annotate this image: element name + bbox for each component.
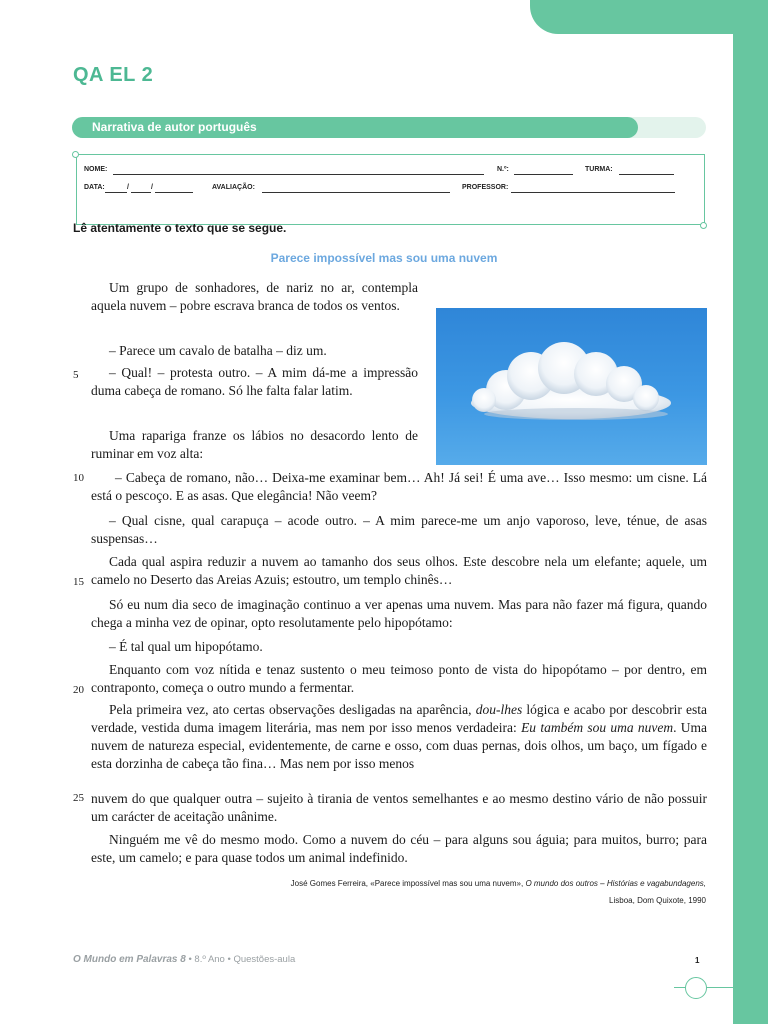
- class-field[interactable]: [619, 166, 674, 175]
- paragraph: Uma rapariga franze os lábios no desacordo lento de ruminar em voz alta:: [91, 428, 418, 461]
- date-month-field[interactable]: [131, 184, 151, 193]
- paragraph: Cada qual aspira reduzir a nuvem ao tamanho dos seus olhos. Este descobre nela um elefante; aquele, um camelo no Deserto das Areias Azuis; estoutro, um templo chinês…: [91, 554, 707, 587]
- text-run: . Uma nuvem de natureza especial, evidentemente, de carne e osso, com duas pernas, dois olhos, um baço, um fígado e esta dorzinha de cabeça tão fina… Mas nem por isso menos: [91, 720, 707, 771]
- date-separator: /: [151, 184, 153, 191]
- paragraph: Ninguém me vê do mesmo modo. Como a nuvem do céu – para alguns sou águia; para muitos, burro; para este, um camelo; e para quase todos um animal indefinido.: [91, 832, 707, 865]
- form-border-top: [77, 154, 704, 155]
- line-number: 5: [73, 369, 79, 381]
- line-number: 10: [73, 472, 84, 484]
- paragraph: [91, 701, 707, 773]
- cloud-photo: [436, 308, 707, 465]
- emphasis: dou-lhes: [475, 702, 523, 717]
- number-field[interactable]: [514, 166, 573, 175]
- line-number: 20: [73, 684, 84, 696]
- page-title: QA EL 2: [73, 64, 154, 86]
- class-label: TURMA:: [585, 166, 613, 173]
- name-field[interactable]: [113, 166, 484, 175]
- source-publisher: Lisboa, Dom Quixote, 1990: [609, 896, 706, 905]
- citation-author: José Gomes Ferreira, «Parece impossível mas sou uma nuvem»,: [290, 879, 526, 888]
- paragraph: Só eu num dia seco de imaginação continuo a ver apenas uma nuvem. Mas para não fazer má figura, quando chega a minha vez de opinar, opto resolutamente pelo hipopótamo:: [91, 597, 707, 630]
- paragraph: – Cabeça de romano, não… Deixa-me examinar bem… Ah! Já sei! É uma ave… Isso mesmo: um cisne. Lá está o pescoço. E as asas. Que elegância! Não veem?: [91, 470, 707, 503]
- section-banner: Narrativa de autor português: [72, 117, 638, 138]
- teacher-field[interactable]: [511, 184, 675, 193]
- form-corner-dot: [700, 222, 707, 229]
- source-citation: [291, 879, 706, 888]
- page-number: 1: [695, 956, 700, 965]
- citation-book: O mundo dos outros – Histórias e vagabundagens,: [525, 879, 706, 888]
- text-run: Pela primeira vez, ato certas observações desligadas na aparência,: [109, 702, 476, 717]
- paragraph: – Qual cisne, qual carapuça – acode outro. – A mim parece-me um anjo vaporoso, leve, ténue, de asas suspensas…: [91, 513, 707, 546]
- form-corner-dot: [72, 151, 79, 158]
- teacher-label: PROFESSOR:: [462, 184, 509, 191]
- footer-book: O Mundo em Palavras 8: [73, 954, 186, 965]
- text-title: Parece impossível mas sou uma nuvem: [270, 251, 498, 265]
- text-run: lógica e acabo por descobrir esta verdade, vestida duma imagem literária, mas nem por isso menos verdadeira:: [91, 702, 708, 735]
- paragraph: Enquanto com voz nítida e tenaz sustento o meu teimoso ponto de vista do hipopótamo – por dentro, em contraponto, começa o outro mundo a fermentar.: [91, 662, 707, 695]
- paragraph: – É tal qual um hipopótamo.: [109, 639, 263, 654]
- paragraph: Um grupo de sonhadores, de nariz no ar, contempla aquela nuvem – pobre escrava branca de todos os ventos.: [91, 280, 418, 313]
- form-row-2: [84, 184, 684, 196]
- paragraph: nuvem do que qualquer outra – sujeito à tirania de ventos semelhantes e ao mesmo destino vário de não possuir um carácter de aceitação unânime.: [91, 791, 707, 824]
- footer-decor-circle: [685, 977, 707, 999]
- right-decor-band: [733, 0, 768, 1024]
- footer: [73, 954, 295, 965]
- cloud-icon: [436, 308, 707, 465]
- date-day-field[interactable]: [105, 184, 127, 193]
- form-row-1: [84, 166, 684, 178]
- date-year-field[interactable]: [155, 184, 193, 193]
- emphasis: Eu também sou uma nuvem: [521, 720, 674, 735]
- footer-info: • 8.º Ano • Questões-aula: [185, 954, 296, 965]
- date-label: DATA:: [84, 184, 105, 191]
- date-separator: /: [127, 184, 129, 191]
- instruction: Lê atentamente o texto que se segue.: [73, 221, 287, 235]
- paragraph: – Qual! – protesta outro. – A mim dá-me a impressão duma cabeça de romano. Só lhe falta falar latim.: [91, 365, 418, 398]
- line-number: 25: [73, 792, 84, 804]
- assessment-label: AVALIAÇÃO:: [212, 184, 255, 191]
- paragraph: – Parece um cavalo de batalha – diz um.: [109, 343, 327, 358]
- name-label: NOME:: [84, 166, 108, 173]
- line-number: 15: [73, 576, 84, 588]
- decor-notch: [705, 34, 733, 64]
- assessment-field[interactable]: [262, 184, 450, 193]
- number-label: N.º:: [497, 166, 509, 173]
